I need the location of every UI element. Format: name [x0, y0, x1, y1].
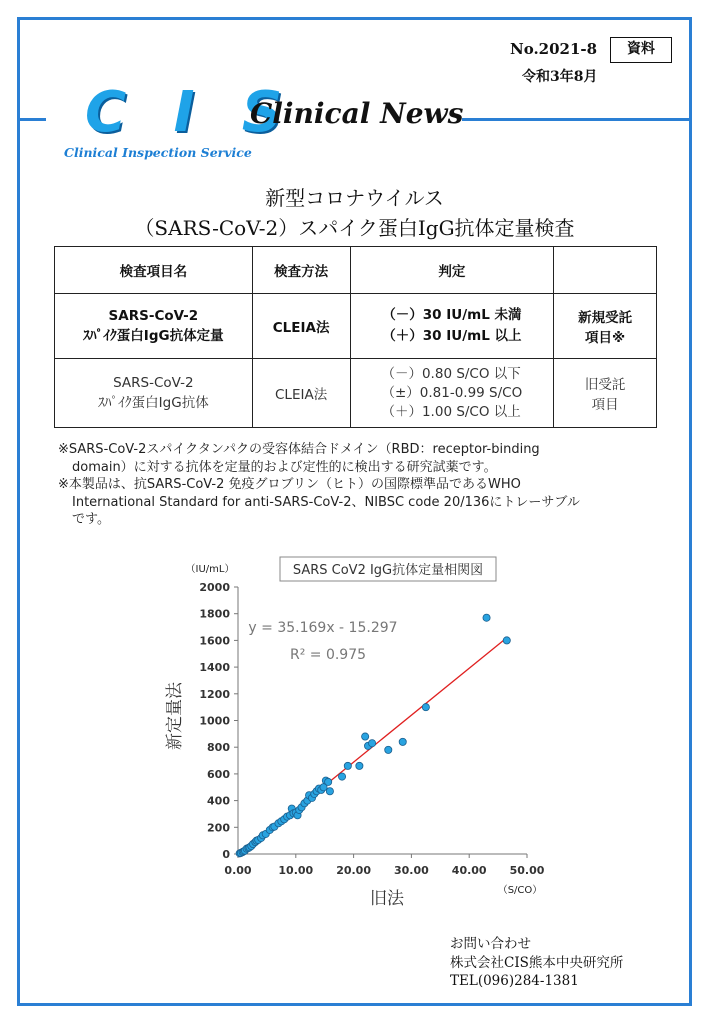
contact-line: お問い合わせ [450, 936, 531, 952]
y-tick-label: 600 [207, 767, 230, 781]
column-header: 検査項目名 [55, 247, 253, 294]
contact-line: TEL(096)284-1381 [450, 973, 579, 989]
contact-line: 株式会社CIS熊本中央研究所 [450, 954, 624, 971]
footnote-line: domain）に対する抗体を定量的および定性的に検出する研究試薬です。 [72, 459, 497, 475]
y-tick-label: 200 [207, 821, 230, 835]
footnote-line: ※本製品は、抗SARS-CoV-2 免疫グロブリン（ヒト）の国際標準品であるWHO [58, 477, 521, 492]
document-tag: 資料 [610, 37, 672, 63]
company-logo: C I S [85, 80, 297, 145]
data-point [399, 738, 406, 745]
document-date: 令和3年8月 [522, 69, 598, 85]
y-tick-label: 1000 [199, 714, 230, 728]
x-tick-label: 0.00 [224, 864, 252, 877]
y-tick-label: 400 [207, 794, 230, 808]
test-name-line: ｽﾊﾟｲｸ蛋白IgG抗体 [97, 395, 209, 411]
data-point [325, 778, 332, 785]
x-tick-label: 30.00 [394, 864, 429, 877]
y-unit-label: （IU/mL） [185, 564, 235, 575]
data-point [483, 614, 490, 621]
judgement-line: （－）0.80 S/CO 以下 [381, 365, 521, 382]
y-tick-label: 800 [207, 741, 230, 755]
remark-line: 項目 [591, 397, 619, 413]
test-name-line: SARS-CoV-2 [108, 308, 199, 324]
data-point [356, 762, 363, 769]
column-header: 判定 [350, 247, 554, 294]
footnote-line: です。 [72, 512, 110, 527]
data-point [338, 773, 345, 780]
judgement-line: （±）0.81-0.99 S/CO [381, 384, 523, 401]
x-tick-label: 50.00 [509, 864, 545, 877]
x-tick-label: 20.00 [336, 864, 371, 877]
method-cell: CLEIA法 [252, 294, 350, 359]
y-tick-label: 2000 [199, 581, 230, 594]
data-point [344, 762, 351, 769]
data-point [326, 788, 333, 795]
x-unit-label: （S/CO） [497, 885, 543, 896]
remark-line: 旧受託 [584, 377, 626, 393]
data-point [422, 704, 429, 711]
y-tick-label: 1400 [199, 661, 230, 675]
x-tick-label: 10.00 [278, 864, 314, 877]
test-name-line: SARS-CoV-2 [113, 375, 194, 391]
footnote-line: ※SARS-CoV-2スパイクタンパクの受容体結合ドメイン（RBD：receptor-binding [58, 442, 540, 457]
y-tick-label: 1200 [199, 687, 230, 701]
column-header: 検査方法 [252, 247, 350, 294]
y-tick-label: 1600 [199, 634, 230, 648]
document-number: No.2021-8 [510, 40, 598, 58]
data-point [385, 746, 392, 753]
chart-title: SARS CoV2 IgG抗体定量相関図 [292, 563, 484, 578]
remark-line: 新規受託 [578, 310, 633, 326]
logo-subtitle: Clinical Inspection Service [64, 145, 252, 160]
regression-equation: y = 35.169x - 15.297 [248, 620, 398, 636]
r-squared: R² = 0.975 [289, 647, 367, 663]
contact-block [450, 935, 623, 991]
data-point [503, 637, 510, 644]
method-cell: CLEIA法 [252, 359, 350, 428]
footnote-line: International Standard for anti-SARS-CoV-2、NIBSC code 20/136にトレーサブル [72, 494, 580, 510]
judgement-line: （－）30 IU/mL 未満 [382, 307, 522, 323]
remark-line: 項目※ [585, 330, 626, 346]
newsletter-name: Clinical News [250, 97, 464, 130]
page-title-line2: （SARS-CoV-2）スパイク蛋白IgG抗体定量検査 [134, 216, 575, 240]
y-tick-label: 0 [222, 848, 230, 861]
x-tick-label: 40.00 [451, 864, 487, 877]
data-point [368, 740, 375, 747]
judgement-line: （＋）30 IU/mL 以上 [382, 328, 522, 344]
x-axis-label: 旧法 [370, 889, 404, 909]
y-axis-label: 新定量法 [165, 682, 185, 750]
judgement-line: （＋）1.00 S/CO 以上 [381, 403, 521, 420]
y-tick-label: 1800 [199, 607, 230, 621]
test-name-line: ｽﾊﾟｲｸ蛋白IgG抗体定量 [83, 328, 224, 344]
data-point [362, 733, 369, 740]
page-title-line1: 新型コロナウイルス [265, 186, 444, 210]
